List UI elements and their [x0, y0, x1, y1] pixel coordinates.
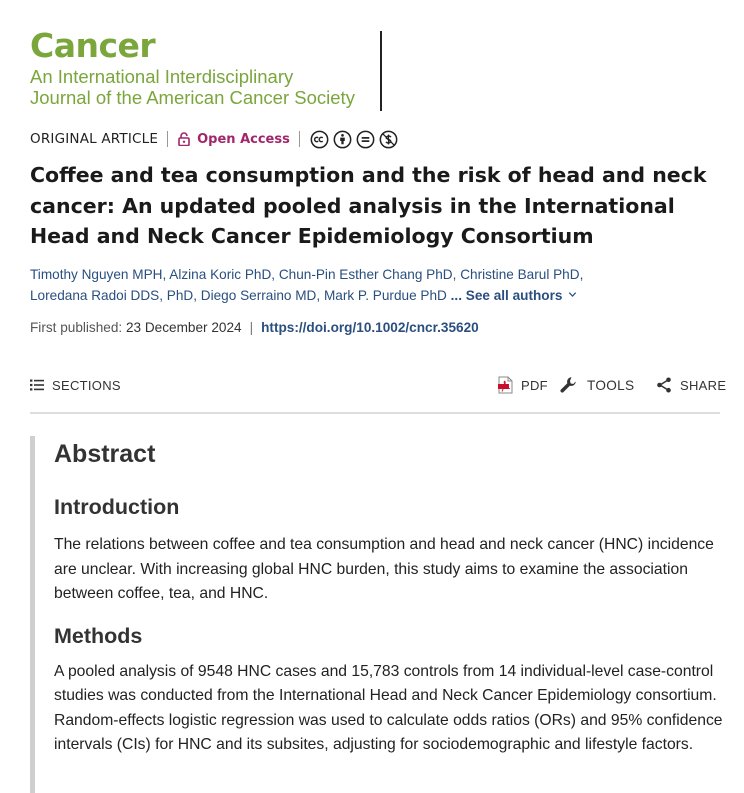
article-meta-row: [30, 129, 398, 149]
author-list: Timothy Nguyen MPH, Alzina Koric PhD, Chun-Pin Esther Chang PhD, Christine Barul PhD, Loredana Radoi DDS, PhD, Diego Serraino MD, Mark P. Purdue PhD ... See all authors: [30, 267, 584, 303]
cc-icon: [310, 130, 329, 149]
see-all-authors-button[interactable]: [451, 288, 578, 303]
author-link[interactable]: Christine Barul PhD: [460, 267, 580, 282]
author-link[interactable]: Mark P. Purdue PhD: [323, 288, 447, 303]
publication-separator: |: [249, 320, 254, 335]
pdf-label: PDF: [521, 377, 548, 393]
methods-text: A pooled analysis of 9548 HNC cases and 15,783 controls from 14 individual-level case-control studies was conducted from the International Head and Neck Cancer Epidemiology consortium. Random-effects logistic regression was used to calculate odds ratios (ORs) and 95% confidence intervals (CIs) for HNC and its subsites, adjusting for sociodemographic and lifestyle factors.: [54, 662, 723, 753]
doi-link[interactable]: https://doi.org/10.1002/cncr.35620: [261, 320, 479, 335]
pdf-button[interactable]: [498, 372, 548, 398]
article-type: ORIGINAL ARTICLE: [30, 131, 159, 147]
list-icon: [30, 379, 44, 391]
share-button[interactable]: [656, 372, 726, 398]
chevron-down-icon: [568, 290, 577, 299]
author-link[interactable]: Alzina Koric PhD: [169, 267, 272, 282]
author-link[interactable]: Chun-Pin Esther Chang PhD: [278, 267, 453, 282]
author-link[interactable]: Diego Serraino MD: [200, 288, 317, 303]
publication-info: [30, 320, 479, 335]
pdf-icon: [498, 376, 513, 394]
sections-label: SECTIONS: [52, 377, 121, 393]
wrench-icon: [559, 375, 579, 395]
toolbar-divider: [30, 412, 720, 414]
journal-title: Cancer: [30, 26, 156, 65]
journal-header[interactable]: [30, 26, 382, 108]
journal-subtitle-line2: Journal of the American Cancer Society: [30, 87, 355, 108]
nd-icon: [356, 130, 375, 149]
header-divider: [380, 31, 382, 111]
share-label: SHARE: [680, 377, 727, 393]
introduction-heading: Introduction: [54, 495, 180, 519]
license-icons[interactable]: [310, 130, 398, 149]
methods-heading: Methods: [54, 623, 143, 648]
author-link[interactable]: Timothy Nguyen MPH: [30, 267, 163, 282]
by-icon: [333, 130, 352, 149]
meta-divider: [299, 131, 300, 147]
article-title: Coffee and tea consumption and the risk of head and neck cancer: An updated pooled analysis in the International Head and Neck Cancer Epidemiology Consortium: [30, 163, 707, 248]
tools-button[interactable]: [559, 372, 634, 398]
introduction-text: The relations between coffee and tea consumption and head and neck cancer (HNC) incidence are unclear. With increasing global HNC burden, this study aims to examine the association between coffee, tea, and HNC.: [54, 536, 714, 602]
first-published-label: First published:: [30, 320, 123, 335]
tools-label: TOOLS: [587, 377, 635, 393]
publication-date: 23 December 2024: [125, 320, 242, 335]
author-link[interactable]: Loredana Radoi DDS, PhD: [30, 288, 194, 303]
abstract-section: [30, 436, 730, 793]
nc-icon: [379, 130, 398, 149]
sections-button[interactable]: [30, 372, 121, 398]
open-access-label[interactable]: Open Access: [197, 131, 290, 147]
article-toolbar: [30, 372, 727, 398]
abstract-heading: Abstract: [54, 440, 156, 468]
journal-subtitle-line1: An International Interdisciplinary: [30, 66, 294, 87]
see-all-authors-label: ... See all authors: [450, 288, 563, 303]
open-lock-icon: [178, 132, 190, 146]
meta-divider: [167, 131, 168, 147]
share-icon: [656, 377, 672, 393]
